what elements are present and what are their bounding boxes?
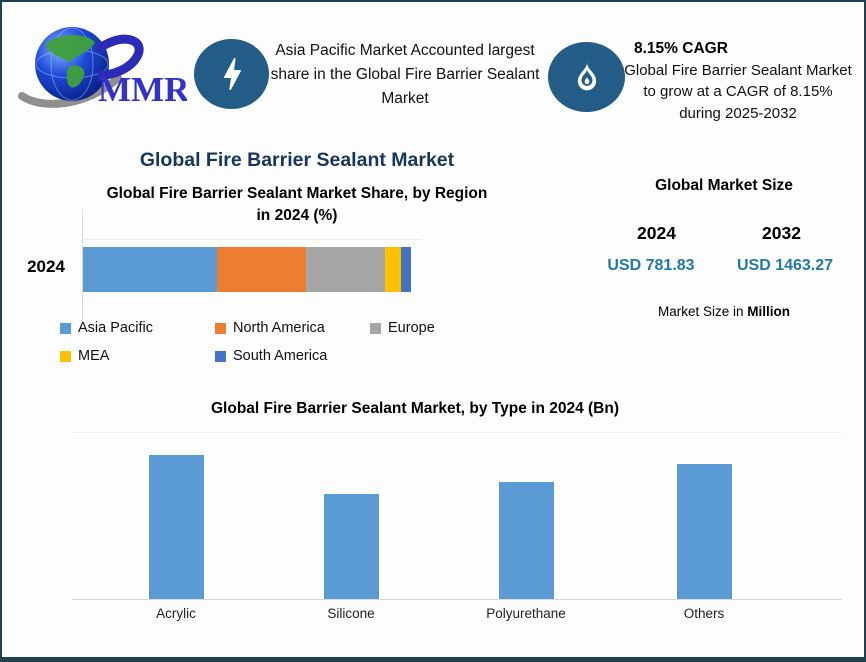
cagr-title: 8.15% CAGR [634, 40, 728, 57]
value-2024: USD 781.83 [607, 257, 695, 274]
legend-item [215, 320, 370, 336]
legend-item [60, 348, 215, 364]
region-chart-gridline [83, 239, 423, 240]
legend-swatch-north-america [215, 323, 226, 334]
region-stacked-bar [83, 247, 411, 292]
legend-label: MEA [78, 348, 110, 364]
x-label-others: Others [683, 606, 725, 621]
legend-swatch-asia-pacific [60, 323, 71, 334]
legend-swatch-europe [370, 323, 381, 334]
lightning-bolt-icon [213, 55, 251, 93]
legend-item [215, 348, 370, 364]
bar-segment-south-america [401, 247, 411, 292]
highlight-asia-text: Asia Pacific Market Accounted largest share in the Global Fire Barrier Sealant Market [270, 41, 540, 107]
caption-prefix: Market Size in [657, 304, 748, 319]
logo-text: MMR [98, 70, 187, 109]
bar-segment-north-america [217, 247, 306, 292]
legend-item [370, 320, 540, 336]
lightning-badge [194, 39, 269, 109]
caption-unit: Million [747, 304, 791, 319]
region-chart-title: Global Fire Barrier Sealant Market Share, by Region in 2024 (%) [106, 185, 488, 225]
market-size-caption [614, 304, 834, 319]
legend-item [60, 320, 215, 336]
legend-label: Europe [388, 320, 435, 336]
bar-polyurethane [499, 482, 554, 599]
market-size-years [594, 223, 844, 244]
flame-badge [548, 42, 625, 112]
type-chart-title: Global Fire Barrier Sealant Market, by Type in 2024 (Bn) [210, 400, 619, 417]
bar-segment-asia-pacific [83, 247, 217, 292]
flame-icon [567, 57, 607, 97]
bar-others [677, 464, 732, 599]
bar-segment-mea [385, 247, 401, 292]
globe-logo-icon [12, 20, 187, 112]
cagr-text: Global Fire Barrier Sealant Market to grow at a CAGR of 8.15% during 2025-2032 [624, 61, 852, 123]
type-chart-plot [72, 432, 842, 600]
legend-label: North America [233, 320, 325, 336]
bar-silicone [324, 494, 379, 599]
global-market-size-title: Global Market Size [655, 177, 793, 194]
region-chart-category-label: 2024 [27, 257, 65, 276]
legend-label: Asia Pacific [78, 320, 153, 336]
value-2032: USD 1463.27 [736, 257, 834, 274]
legend-swatch-mea [60, 351, 71, 362]
x-label-acrylic: Acrylic [156, 606, 196, 621]
market-size-values [584, 257, 852, 275]
page-title: Global Fire Barrier Sealant Market [139, 149, 455, 171]
bar-acrylic [149, 455, 204, 599]
legend-label: South America [233, 348, 328, 364]
year-2024-label: 2024 [637, 223, 676, 243]
x-label-silicone: Silicone [327, 606, 375, 621]
x-label-polyurethane: Polyurethane [486, 606, 566, 621]
mmr-logo [12, 20, 187, 112]
highlight-cagr-block [624, 38, 852, 125]
legend-swatch-south-america [215, 351, 226, 362]
bar-segment-europe [306, 247, 385, 292]
type-chart-x-labels [72, 606, 842, 630]
year-2032-label: 2032 [762, 223, 801, 243]
region-chart-legend [60, 320, 540, 364]
